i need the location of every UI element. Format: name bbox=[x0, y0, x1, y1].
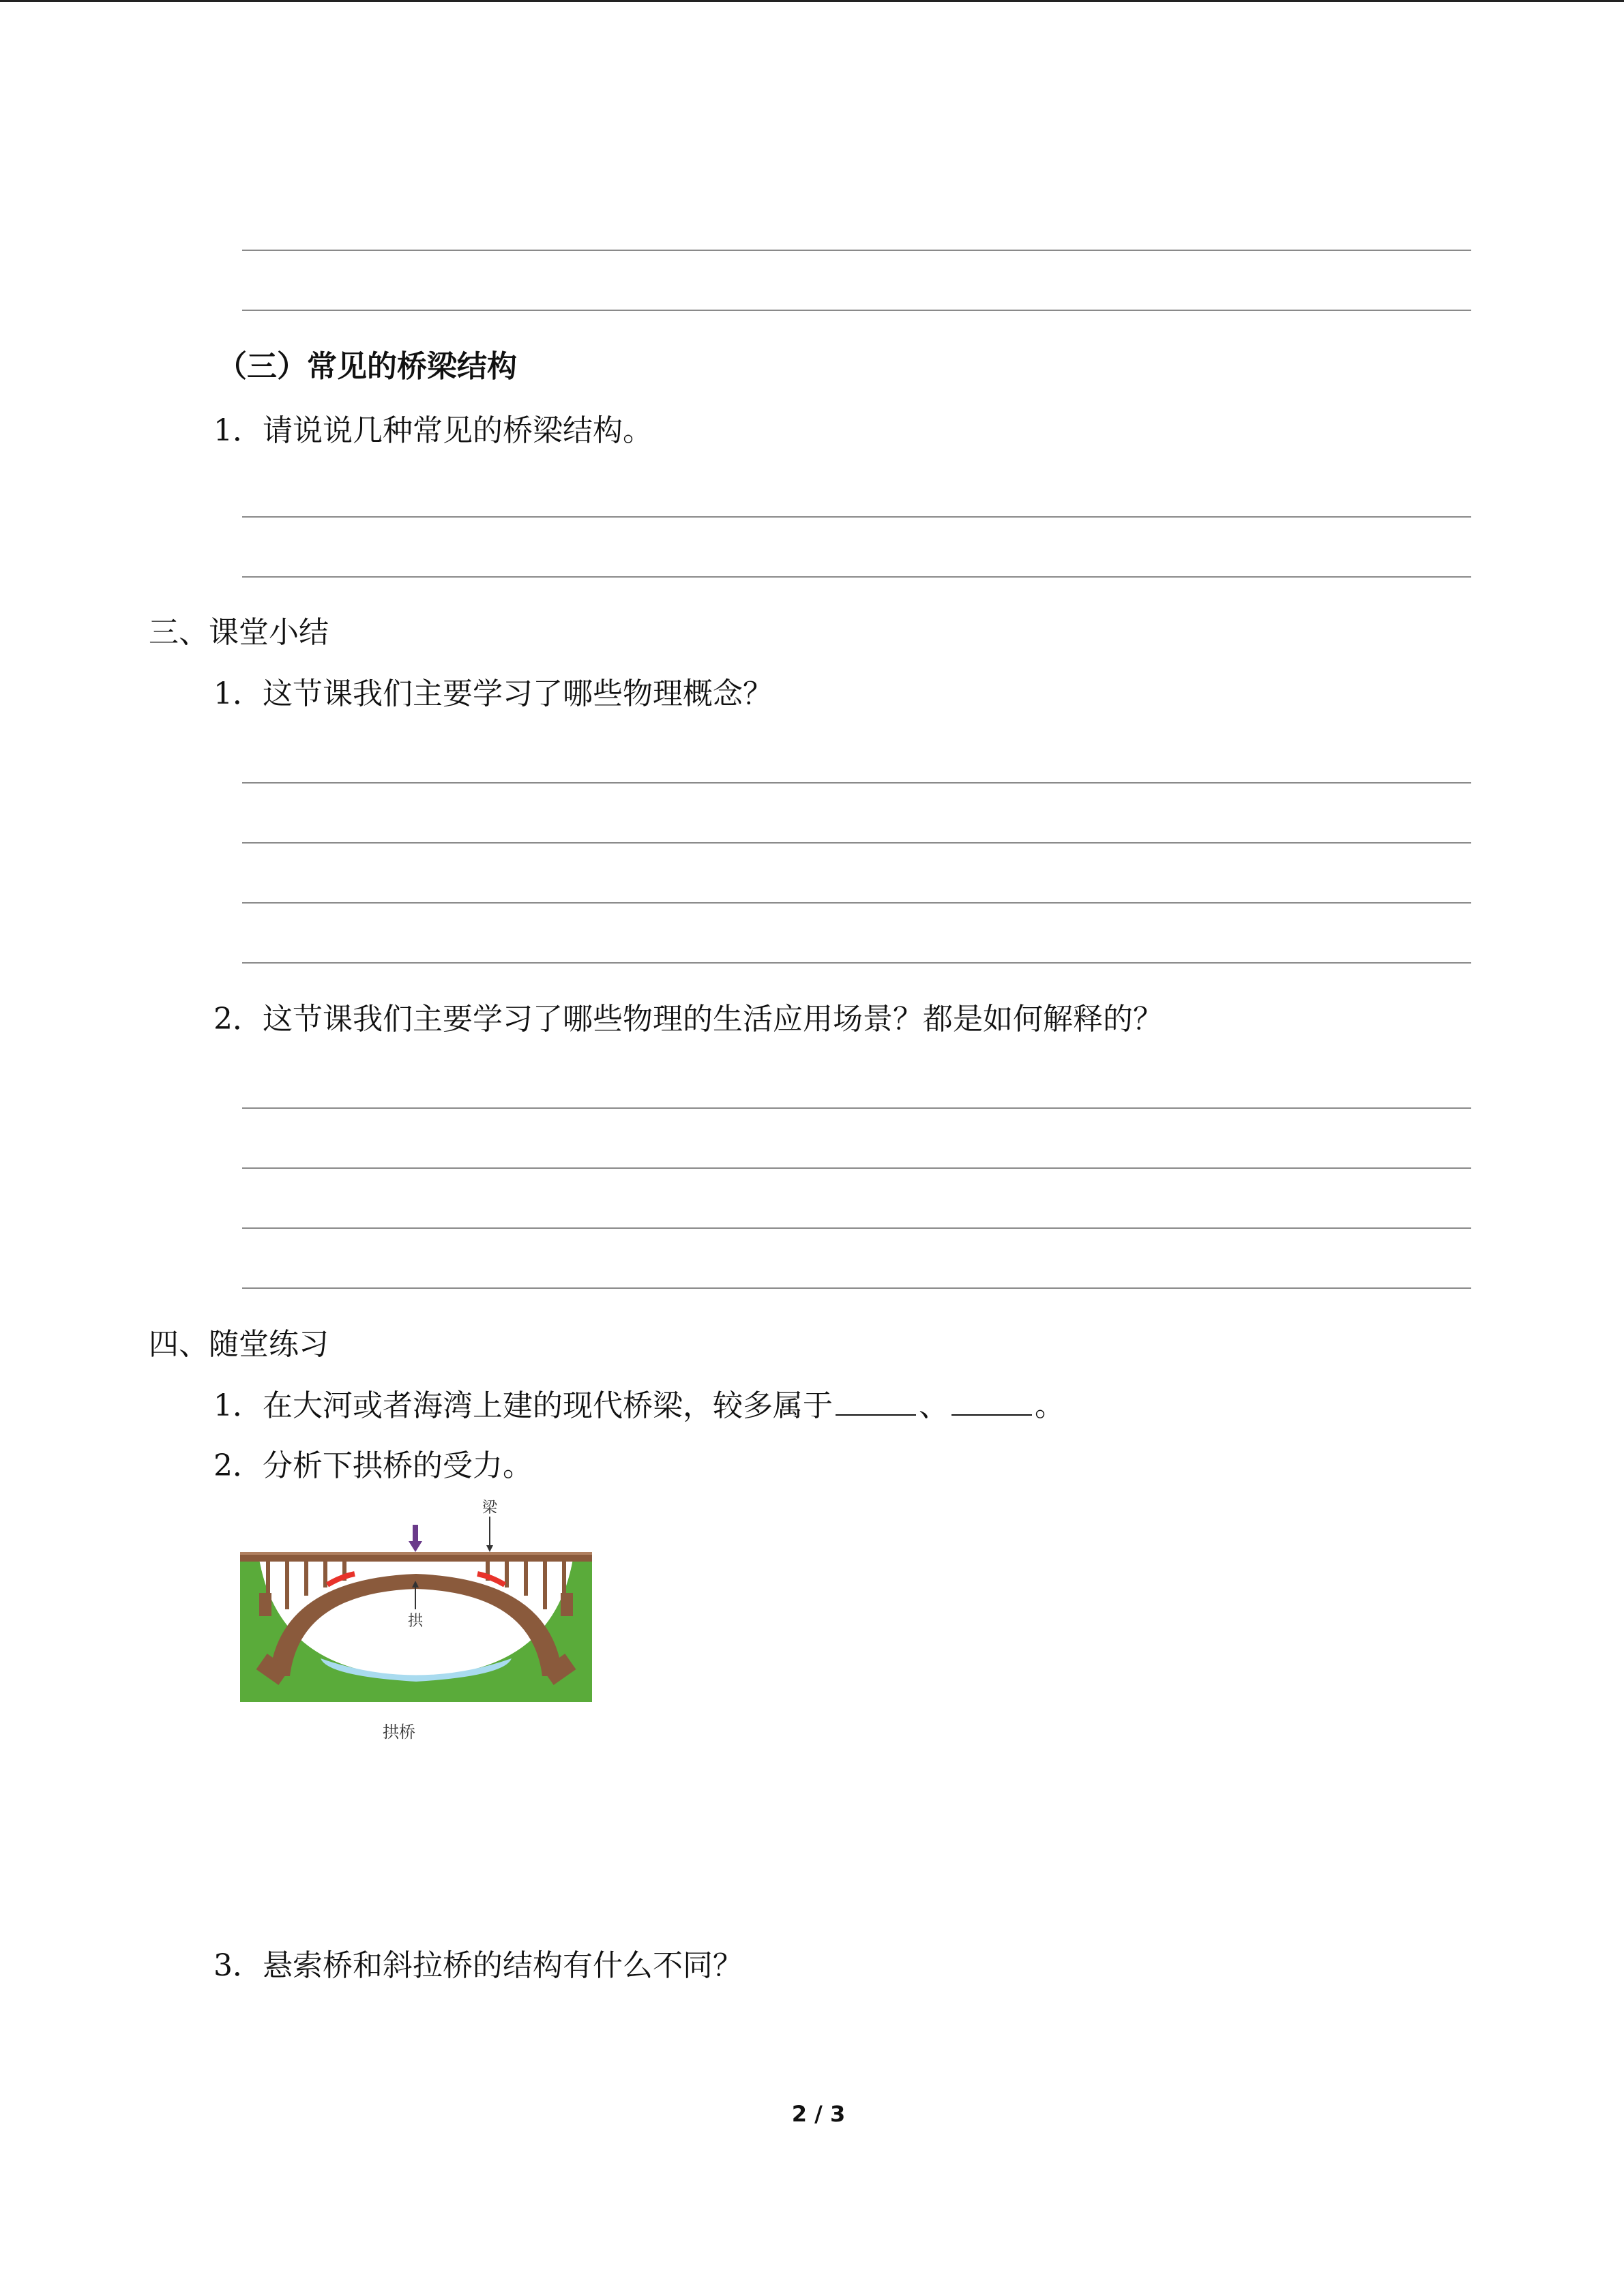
bridge-deck bbox=[240, 1555, 592, 1562]
load-arrow-icon bbox=[409, 1525, 422, 1552]
page-top-border bbox=[0, 0, 1624, 2]
practice-q1-end: 。 bbox=[1035, 1388, 1065, 1423]
answer-line bbox=[242, 962, 1471, 964]
page-number: 2 / 3 bbox=[791, 2101, 846, 2127]
summary-question-1: 1．这节课我们主要学习了哪些物理概念？ bbox=[213, 676, 773, 711]
figure-caption: 拱桥 bbox=[383, 1723, 415, 1742]
arch-bridge-figure bbox=[232, 1497, 600, 1757]
answer-line bbox=[242, 902, 1471, 904]
section-heading-summary: 三、课堂小结 bbox=[149, 615, 329, 650]
answer-line bbox=[242, 310, 1471, 311]
label-beam: 梁 bbox=[482, 1500, 498, 1517]
fill-blank-2[interactable] bbox=[951, 1387, 1032, 1416]
answer-line bbox=[242, 516, 1471, 518]
fill-blank-1[interactable] bbox=[836, 1387, 916, 1416]
section-heading-bridge-structures: （三）常见的桥梁结构 bbox=[217, 349, 517, 384]
arch-bridge-illustration bbox=[232, 1497, 600, 1757]
practice-q1-separator: 、 bbox=[919, 1388, 949, 1423]
answer-line bbox=[242, 842, 1471, 844]
answer-line bbox=[242, 1167, 1471, 1169]
practice-question-1 bbox=[213, 1386, 1065, 1427]
answer-line bbox=[242, 782, 1471, 784]
summary-question-2: 2．这节课我们主要学习了哪些物理的生活应用场景？都是如何解释的？ bbox=[213, 1002, 1163, 1037]
answer-line bbox=[242, 250, 1471, 251]
section-heading-practice: 四、随堂练习 bbox=[149, 1327, 329, 1362]
practice-question-2: 2．分析下拱桥的受力。 bbox=[213, 1448, 533, 1483]
answer-line bbox=[242, 1287, 1471, 1289]
answer-line bbox=[242, 576, 1471, 578]
practice-question-3: 3．悬索桥和斜拉桥的结构有什么不同？ bbox=[213, 1948, 743, 1983]
answer-line bbox=[242, 1107, 1471, 1109]
question-common-bridges: 1．请说说几种常见的桥梁结构。 bbox=[213, 413, 653, 448]
label-arch: 拱 bbox=[407, 1613, 424, 1630]
practice-q1-text: 1．在大河或者海湾上建的现代桥梁，较多属于 bbox=[213, 1388, 833, 1423]
answer-line bbox=[242, 1227, 1471, 1229]
